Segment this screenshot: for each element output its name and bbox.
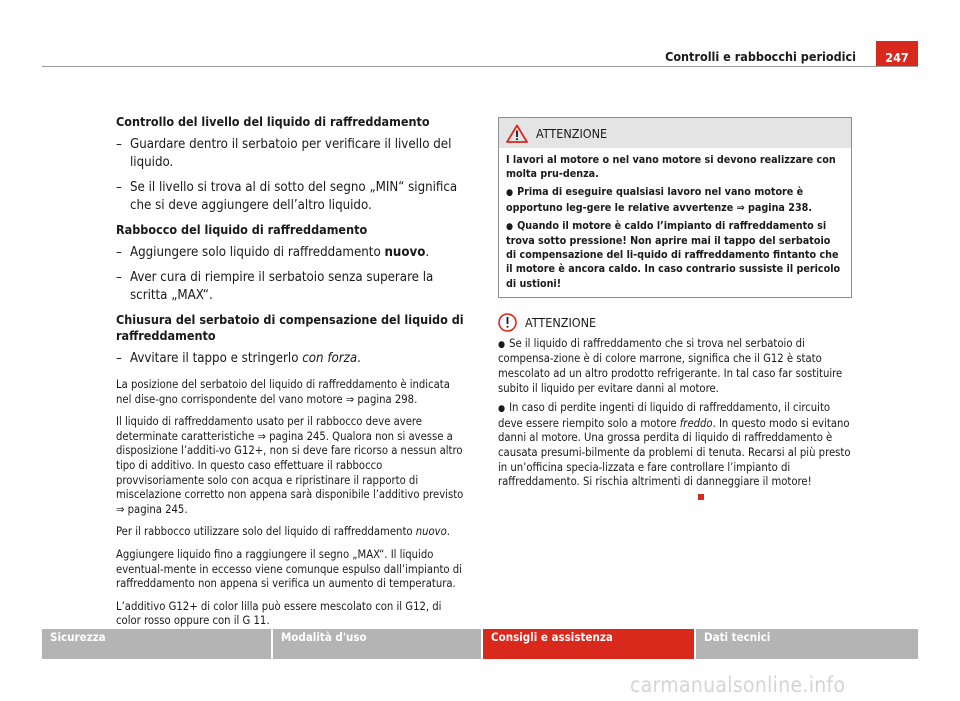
list-item: – Aver cura di riempire il serbatoio senza superare la scritta „MAX“. (116, 269, 466, 305)
header-rule (42, 66, 918, 67)
warning-box (498, 117, 852, 298)
left-column (116, 114, 466, 637)
list-item-text: Aver cura di riempire il serbatoio senza superare la scritta „MAX“. (130, 270, 434, 303)
body-paragraph: Per il rabbocco utilizzare solo del liquido di raffreddamento nuovo. (116, 525, 450, 539)
section-title: Rabbocco del liquido di raffreddamento (116, 222, 368, 237)
bullet-icon: ● (498, 404, 506, 415)
warning-bullet: ● Quando il motore è caldo l’impianto di raffreddamento si trova sotto pressione! Non aprire mai il tappo del serbatoio di compensazione del li-quido di raffreddamento fintanto che il motore è ancora caldo. In caso contrario sussiste il pericolo di ustioni! (506, 218, 841, 290)
list-item: – Aggiungere solo liquido di raffreddamento nuovo. (116, 245, 430, 260)
section-title: Controllo del livello del liquido di raffreddamento (116, 114, 430, 129)
footer-tab-dati-tecnici[interactable]: Dati tecnici (696, 629, 918, 659)
list-item: – Se il livello si trova al di sotto del segno „MIN“ significa che si deve aggiungere dell’altro liquido. (116, 179, 466, 215)
body-paragraph: La posizione del serbatoio del liquido di raffreddamento è indicata nel dise-gno corrispondente del vano motore ⇒ pagina 298. (116, 378, 450, 406)
bullet-icon: ● (506, 188, 514, 199)
footer-tabs (42, 629, 918, 659)
list-item: – Avvitare il tappo e stringerlo con forza. (116, 351, 361, 366)
warning-body (499, 148, 851, 297)
bullet-icon: ● (506, 221, 514, 232)
note-title: ATTENZIONE (525, 314, 597, 330)
warning-triangle-icon (506, 124, 528, 143)
footer-tab-consigli-assistenza[interactable]: Consigli e assistenza (483, 629, 694, 659)
list-item: – Guardare dentro il serbatoio per verificare il livello del liquido. (116, 136, 466, 172)
running-header: Controlli e rabbocchi periodici (665, 49, 856, 64)
footer-tab-modalita-uso[interactable]: Modalità d'uso (273, 629, 481, 659)
exclamation-circle-icon (498, 313, 517, 332)
page-number: 247 (876, 41, 918, 67)
note-bullet: ● Se il liquido di raffreddamento che si trova nel serbatoio di compensa-zione è di colore marrone, significa che il G12 è stato mescolato ad un altro prodotto refrigerante. In tal caso far sostituire subito il liquido per evitare danni al motore. (498, 336, 843, 395)
note-bullet: ● In caso di perdite ingenti di liquido di raffreddamento, il circuito deve essere riempito solo a motore freddo. In questo modo si evitano danni al motore. Una grossa perdita di liquido di raffreddamento è causata presumi-bilmente da problemi di tenuta. Recarsi al più presto in un’officina specia-lizzata e fare controllare l’impianto di raffreddamento. Si rischia altrimenti di danneggiare il motore! (498, 401, 852, 504)
list-item-text: Se il livello si trova al di sotto del segno „MIN“ significa che si deve aggiungere dell’altro liquido. (130, 180, 458, 213)
warning-intro: I lavori al motore o nel vano motore si devono realizzare con molta pru-denza. (506, 153, 836, 181)
warning-title: ATTENZIONE (536, 125, 608, 141)
list-item-text: Guardare dentro il serbatoio per verificare il livello del liquido. (130, 137, 452, 170)
note-body (498, 337, 852, 505)
body-paragraph: L’additivo G12+ di color lilla può essere mescolato con il G12, di color rosso oppure con il G 11. (116, 599, 442, 628)
section-title: Chiusura del serbatoio di compensazione del liquido di raffreddamento (116, 312, 464, 343)
section-end-marker (698, 494, 704, 500)
body-paragraph: Aggiungere liquido fino a raggiungere il segno „MAX“. Il liquido eventual-mente in eccesso viene comunque espulso dall’impianto di raffreddamento non appena si verifica un aumento di temperatura. (116, 547, 462, 591)
bullet-icon: ● (498, 339, 506, 350)
right-column (498, 117, 852, 509)
warning-header (499, 118, 851, 148)
body-paragraph: Il liquido di raffreddamento usato per il rabbocco deve avere determinate caratteristiche ⇒ pagina 245. Qualora non si avesse a disposizione l’additi-vo G12+, non si deve fare ricorso a nessun altro tipo di additivo. In questo caso effettuare il rabbocco provvisoriamente solo con acqua e ripristinare il rapporto di miscelazione corretto non appena sarà disponibile l’additivo previsto ⇒ pagina 245. (116, 415, 464, 516)
warning-bullet: ● Prima di eseguire qualsiasi lavoro nel vano motore è opportuno leg-gere le relative avvertenze ⇒ pagina 238. (506, 185, 812, 214)
footer-tab-sicurezza[interactable]: Sicurezza (42, 629, 271, 659)
watermark: carmanualsonline.info (630, 673, 846, 697)
note-header (498, 313, 852, 332)
